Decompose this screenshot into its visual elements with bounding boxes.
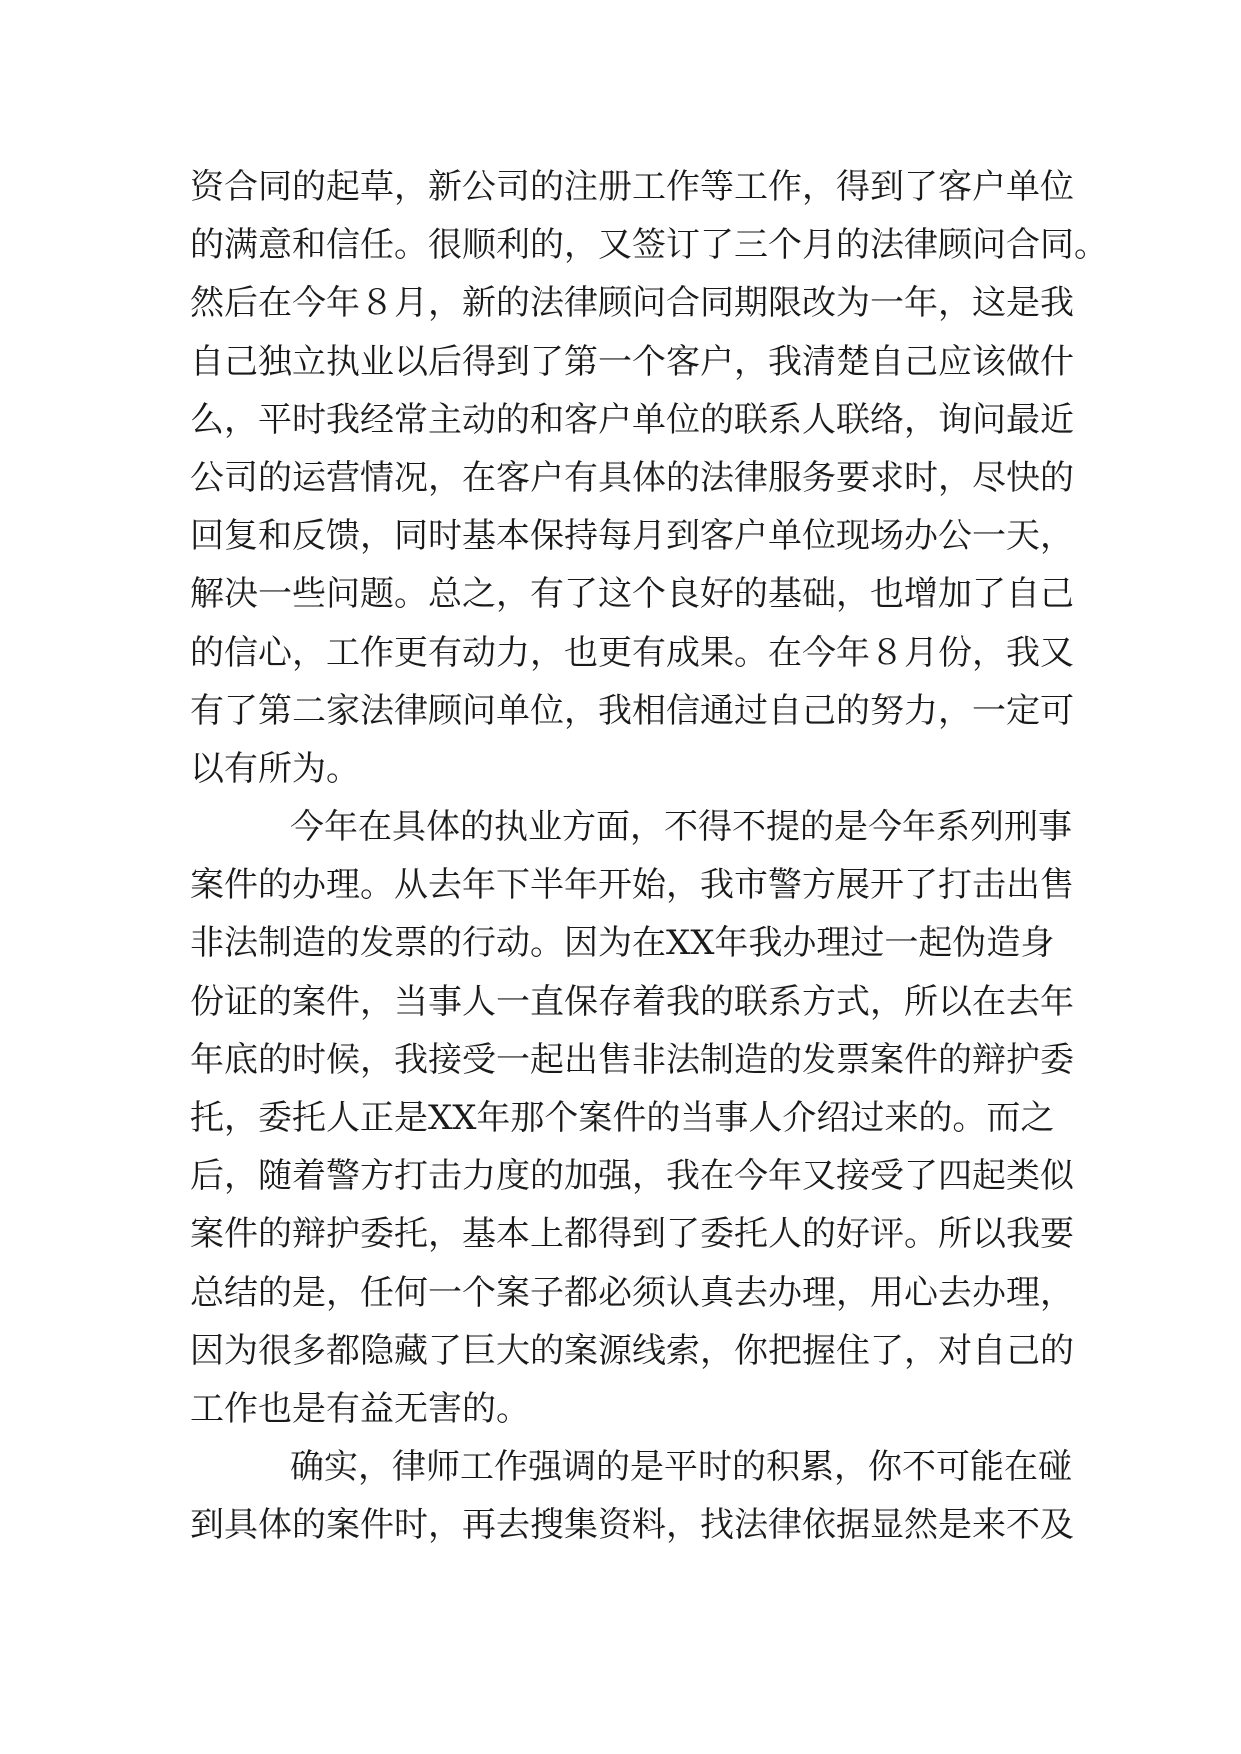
paragraph-1-line-9: 的信心，工作更有动力，也更有成果。在今年８月份，我又: [190, 632, 1074, 673]
paragraph-2-line-1: 今年在具体的执业方面，不得不提的是今年系列刑事: [290, 807, 1072, 848]
paragraph-1-line-4: 自己独立执业以后得到了第一个客户，我清楚自己应该做什: [190, 341, 1074, 382]
paragraph-2-line-7: 后，随着警方打击力度的加强，我在今年又接受了四起类似: [190, 1156, 1074, 1197]
paragraph-1-line-7: 回复和反馈，同时基本保持每月到客户单位现场办公一天，: [190, 516, 1074, 557]
paragraph-1-line-2: 的满意和信任。很顺利的，又签订了三个月的法律顾问合同。: [190, 225, 1108, 266]
paragraph-2-line-4: 份证的案件，当事人一直保存着我的联系方式，所以在去年: [190, 981, 1074, 1022]
paragraph-2-line-10: 因为很多都隐藏了巨大的案源线索，你把握住了，对自己的: [190, 1330, 1074, 1371]
paragraph-1-line-11: 以有所为。: [190, 748, 360, 789]
paragraph-1-line-6: 公司的运营情况，在客户有具体的法律服务要求时，尽快的: [190, 457, 1074, 498]
paragraph-2-line-3: 非法制造的发票的行动。因为在XX年我办理过一起伪造身: [190, 923, 1055, 964]
paragraph-1-line-1: 资合同的起草，新公司的注册工作等工作，得到了客户单位: [190, 167, 1074, 207]
paragraph-2-line-11: 工作也是有益无害的。: [190, 1388, 530, 1429]
paragraph-3-line-1: 确实，律师工作强调的是平时的积累，你不可能在碰: [290, 1447, 1072, 1488]
paragraph-2-line-2: 案件的办理。从去年下半年开始，我市警方展开了打击出售: [190, 865, 1074, 906]
paragraph-2-line-5: 年底的时候，我接受一起出售非法制造的发票案件的辩护委: [190, 1039, 1074, 1080]
paragraph-2-line-6: 托，委托人正是XX年那个案件的当事人介绍过来的。而之: [190, 1098, 1055, 1138]
paragraph-1-line-8: 解决一些问题。总之，有了这个良好的基础，也增加了自己: [190, 574, 1074, 615]
paragraph-1-line-10: 有了第二家法律顾问单位，我相信通过自己的努力，一定可: [190, 690, 1074, 731]
paragraph-2-line-8: 案件的辩护委托，基本上都得到了委托人的好评。所以我要: [190, 1214, 1074, 1255]
paragraph-1-line-3: 然后在今年８月，新的法律顾问合同期限改为一年，这是我: [190, 283, 1074, 324]
document-body: [190, 158, 1108, 1555]
paragraph-1-line-5: 么，平时我经常主动的和客户单位的联系人联络，询问最近: [190, 399, 1074, 440]
paragraph-2-line-9: 总结的是，任何一个案子都必须认真去办理，用心去办理，: [190, 1272, 1074, 1313]
paragraph-3-line-2: 到具体的案件时，再去搜集资料，找法律依据显然是来不及: [190, 1505, 1074, 1546]
